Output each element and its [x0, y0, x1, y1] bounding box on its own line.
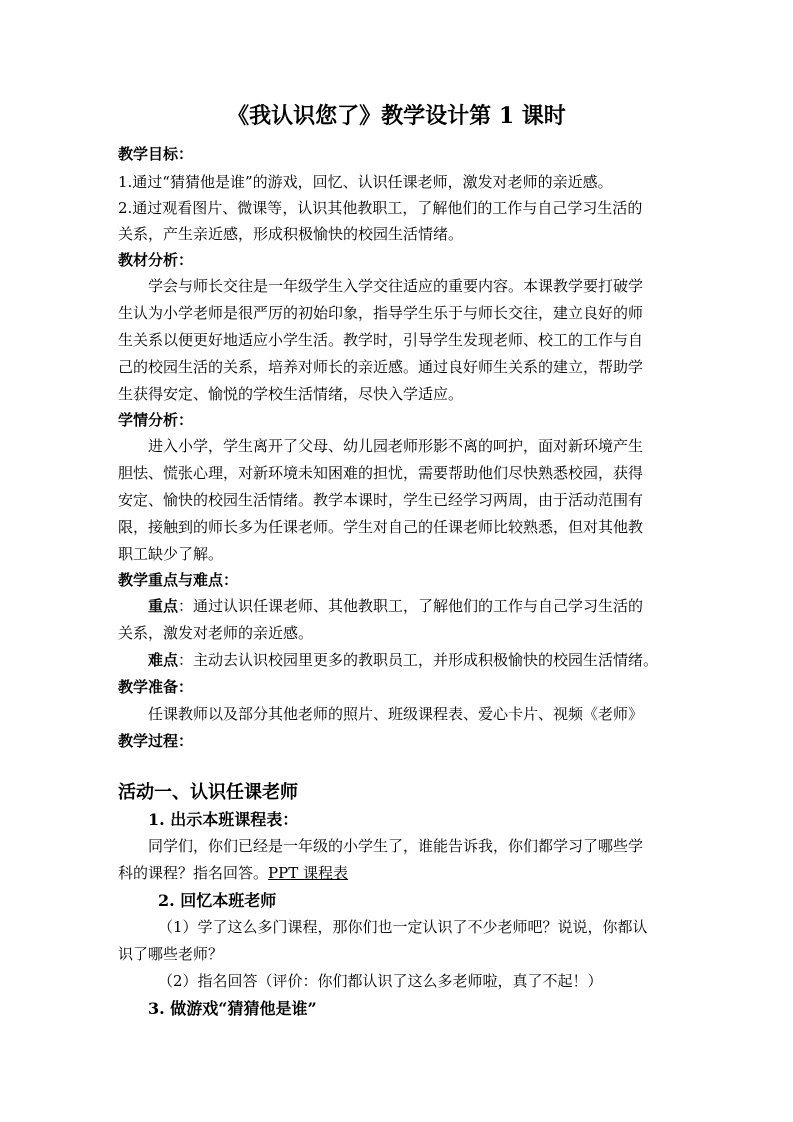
difficulty-text: ：主动去认识校园里更多的教职员工，并形成积极愉快的校园生活情绪。	[178, 651, 659, 669]
material-line-3: 生关系以便更好地适应小学生活。教学时，引导学生发现老师、校工的工作与自	[118, 331, 644, 349]
material-heading: 教材分析：	[118, 251, 194, 269]
key-point-line-2: 关系，激发对老师的亲近感。	[118, 624, 314, 642]
key-heading: 教学重点与难点：	[118, 571, 239, 589]
step-2-line-1: （1）学了这么多门课程，那你们也一定认识了不少老师吧？说说，你都认	[158, 918, 648, 936]
student-line-5: 职工缺少了解。	[118, 545, 224, 563]
goal-1: 1.通过“猜猜他是谁”的游戏，回忆、认识任课老师，激发对老师的亲近感。	[118, 173, 613, 191]
key-point-label: 重点	[148, 597, 179, 615]
step-1-line-2	[118, 861, 678, 885]
step-1-heading: 1. 出示本班课程表：	[148, 810, 299, 829]
ppt-schedule-link[interactable]: PPT 课程表	[268, 864, 348, 882]
student-line-3: 安定、愉快的校园生活情绪。教学本课时，学生已经学习两周，由于活动范围有	[118, 491, 644, 509]
goal-2-line-1: 2.通过观看图片、微课等，认识其他教职工，了解他们的工作与自己学习生活的	[118, 199, 643, 217]
material-line-1: 学会与师长交往是一年级学生入学交往适应的重要内容。本课教学要打破学	[148, 277, 644, 295]
key-point-text: ：通过认识任课老师、其他教职工，了解他们的工作与自己学习生活的	[178, 597, 644, 615]
goals-heading: 教学目标：	[118, 145, 194, 163]
page-title: 《我认识您了》教学设计第 1 课时	[227, 103, 566, 129]
activity-1-heading: 活动一、认识任课老师	[118, 782, 298, 803]
difficulty-line	[148, 648, 678, 672]
step-2-line-2: 识了哪些老师？	[118, 945, 224, 963]
material-line-4: 己的校园生活的关系，培养对师长的亲近感。通过良好师生关系的建立，帮助学	[118, 358, 644, 376]
student-line-1: 进入小学，学生离开了父母、幼儿园老师形影不离的呵护，面对新环境产生	[148, 437, 644, 455]
key-point-line-1	[148, 594, 678, 618]
step-2-line-3: （2）指名回答（评价：你们都认识了这么多老师啦，真了不起！）	[158, 972, 603, 990]
step-2-heading: 2. 回忆本班老师	[158, 891, 277, 910]
material-line-2: 生认为小学老师是很严厉的初始印象，指导学生乐于与师长交往，建立良好的师	[118, 304, 644, 322]
step-1-line-1: 同学们，你们已经是一年级的小学生了，谁能告诉我，你们都学习了哪些学	[148, 837, 644, 855]
student-line-2: 胆怯、慌张心理，对新环境未知困难的担忧，需要帮助他们尽快熟悉校园，获得	[118, 464, 644, 482]
prep-heading: 教学准备：	[118, 678, 194, 696]
step-3-heading: 3. 做游戏“猜猜他是谁”	[148, 999, 317, 1018]
student-heading: 学情分析：	[118, 411, 194, 429]
difficulty-label: 难点	[148, 651, 179, 669]
process-heading: 教学过程：	[118, 732, 194, 750]
step-1-text: 科的课程？指名回答。	[118, 864, 269, 882]
material-line-5: 生获得安定、愉悦的学校生活情绪，尽快入学适应。	[118, 385, 464, 403]
prep-text: 任课教师以及部分其他老师的照片、班级课程表、爱心卡片、视频《老师》	[148, 705, 644, 723]
goal-2-line-2: 关系，产生亲近感，形成积极愉快的校园生活情绪。	[118, 225, 464, 243]
student-line-4: 限，接触到的师长多为任课老师。学生对自己的任课老师比较熟悉，但对其他教	[118, 518, 644, 536]
